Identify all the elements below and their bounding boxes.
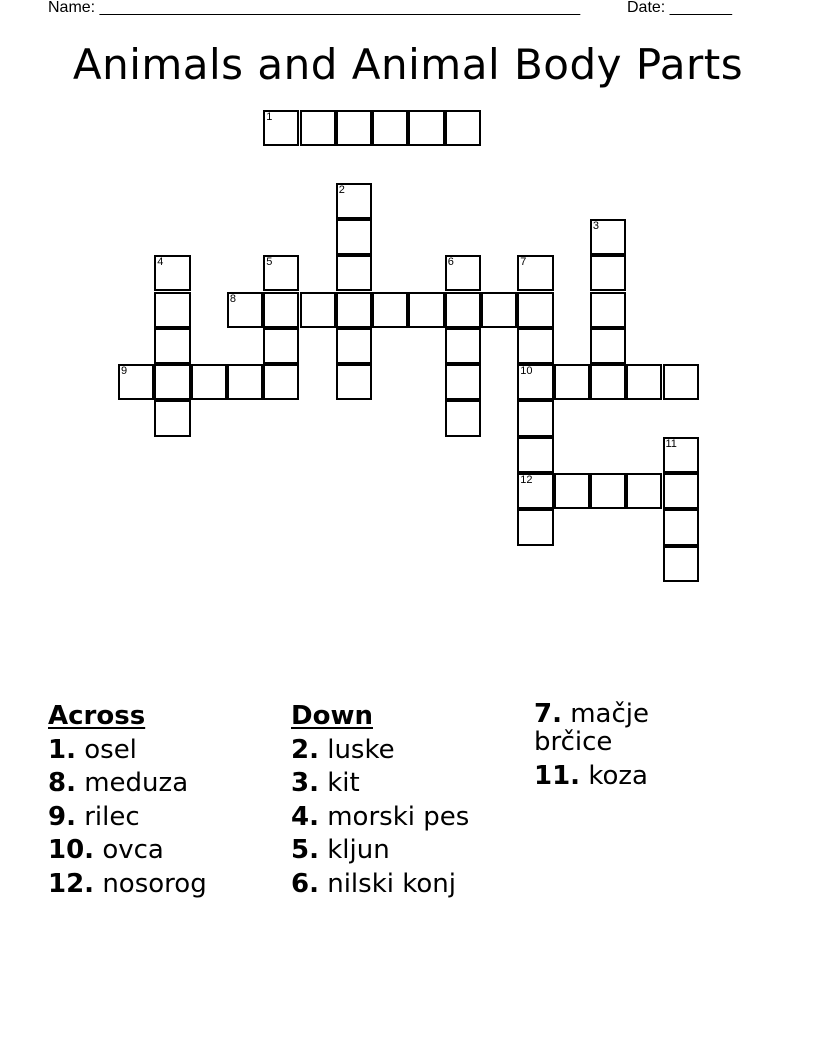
across-heading: Across	[48, 701, 146, 731]
clue-number-label: 10	[520, 365, 533, 378]
crossword-cell[interactable]	[517, 509, 553, 545]
clue-number-label: 1	[266, 111, 273, 123]
crossword-cell[interactable]	[263, 292, 299, 328]
crossword-cell[interactable]	[154, 364, 190, 400]
crossword-cell[interactable]	[336, 183, 372, 219]
crossword-cell[interactable]	[336, 292, 372, 328]
crossword-cell[interactable]	[445, 364, 481, 400]
crossword-cell[interactable]	[263, 110, 299, 146]
clue-text: koza	[588, 761, 648, 791]
clue-number: 5.	[291, 835, 319, 865]
page-title: Animals and Animal Body Parts	[72, 40, 744, 89]
crossword-cell[interactable]	[554, 364, 590, 400]
crossword-cell[interactable]	[445, 255, 481, 291]
clue-text: nilski konj	[327, 868, 456, 899]
crossword-cell[interactable]	[590, 364, 626, 400]
clue-number-label: 12	[520, 474, 533, 486]
crossword-cell[interactable]	[408, 110, 444, 146]
clue-number: 3.	[291, 768, 319, 798]
across-clue	[48, 868, 278, 902]
crossword-cell[interactable]	[336, 255, 372, 291]
crossword-cell[interactable]	[517, 292, 553, 328]
name-field-line: Name: ______________________________________________________	[48, 0, 581, 16]
crossword-cell[interactable]	[336, 110, 372, 146]
crossword-cell[interactable]	[517, 328, 553, 364]
crossword-cell[interactable]	[118, 364, 154, 400]
clue-number-label: 2	[338, 183, 345, 196]
down-clue	[291, 834, 526, 868]
down-clue	[291, 868, 526, 902]
down-clue	[534, 700, 714, 756]
clue-number: 8.	[48, 768, 76, 798]
clue-text: mačje brčice	[534, 699, 650, 757]
crossword-cell[interactable]	[227, 292, 263, 328]
clue-number-label: 5	[266, 256, 273, 269]
crossword-cell[interactable]	[227, 364, 263, 400]
down-clue	[534, 762, 714, 790]
clue-number: 10.	[48, 835, 95, 865]
crossword-cell[interactable]	[154, 292, 190, 328]
down-clue	[291, 801, 526, 835]
across-clue	[48, 834, 278, 868]
crossword-cell[interactable]	[663, 546, 699, 582]
clue-number: 9.	[48, 801, 76, 832]
clue-text: rilec	[84, 801, 140, 832]
across-clues	[48, 700, 278, 901]
crossword-cell[interactable]	[154, 400, 190, 436]
date-field-line: Date: _______	[627, 0, 732, 16]
crossword-cell[interactable]	[663, 437, 699, 473]
clue-number: 11.	[534, 761, 581, 791]
crossword-cell[interactable]	[445, 292, 481, 328]
crossword-cell[interactable]	[445, 110, 481, 146]
crossword-cell[interactable]	[517, 437, 553, 473]
crossword-cell[interactable]	[336, 364, 372, 400]
clue-text: luske	[327, 734, 395, 765]
crossword-cell[interactable]	[663, 364, 699, 400]
crossword-cell[interactable]	[590, 255, 626, 291]
clue-text: nosorog	[102, 868, 207, 899]
crossword-cell[interactable]	[626, 364, 662, 400]
crossword-cell[interactable]	[517, 364, 553, 400]
crossword-cell[interactable]	[663, 509, 699, 545]
clue-number: 2.	[291, 734, 319, 765]
crossword-cell[interactable]	[263, 364, 299, 400]
crossword-cell[interactable]	[408, 292, 444, 328]
across-clue	[48, 767, 278, 801]
down-clue	[291, 767, 526, 801]
crossword-cell[interactable]	[590, 328, 626, 364]
clue-number-label: 3	[592, 219, 600, 232]
across-clue	[48, 734, 278, 768]
crossword-cell[interactable]	[554, 473, 590, 509]
down-heading: Down	[291, 701, 373, 731]
clue-text: osel	[84, 734, 137, 765]
clue-text: ovca	[102, 835, 164, 865]
clue-number: 4.	[291, 801, 319, 832]
clue-number-label: 4	[157, 256, 164, 269]
crossword-cell[interactable]	[300, 292, 336, 328]
crossword-cell[interactable]	[263, 255, 299, 291]
crossword-cell[interactable]	[372, 110, 408, 146]
crossword-cell[interactable]	[372, 292, 408, 328]
crossword-cell[interactable]	[517, 400, 553, 436]
down-clues	[291, 700, 526, 901]
clue-number: 7.	[534, 699, 562, 729]
crossword-cell[interactable]	[191, 364, 227, 400]
clue-text: kljun	[327, 835, 390, 865]
clue-number: 6.	[291, 868, 319, 899]
clue-number: 12.	[48, 868, 95, 899]
clue-number-label: 11	[665, 437, 677, 450]
crossword-cell[interactable]	[590, 292, 626, 328]
crossword-cell[interactable]	[154, 255, 190, 291]
crossword-cell[interactable]	[481, 292, 517, 328]
crossword-cell[interactable]	[336, 328, 372, 364]
crossword-cell[interactable]	[626, 473, 662, 509]
crossword-cell[interactable]	[517, 473, 553, 509]
crossword-cell[interactable]	[663, 473, 699, 509]
clue-number-label: 6	[447, 256, 454, 269]
clue-number-label: 9	[121, 365, 128, 378]
clue-number-label: 8	[229, 292, 237, 305]
crossword-cell[interactable]	[590, 473, 626, 509]
clue-text: kit	[327, 768, 360, 798]
clue-text: morski pes	[327, 801, 470, 832]
clue-number-label: 7	[520, 256, 527, 269]
across-clue	[48, 801, 278, 835]
crossword-cell[interactable]	[263, 328, 299, 364]
crossword-cell[interactable]	[154, 328, 190, 364]
crossword-cell[interactable]	[590, 219, 626, 255]
crossword-cell[interactable]	[300, 110, 336, 146]
clue-number: 1.	[48, 734, 76, 765]
crossword-cell[interactable]	[445, 400, 481, 436]
down-clues-continued	[534, 700, 714, 796]
crossword-cell[interactable]	[445, 328, 481, 364]
down-clue	[291, 734, 526, 768]
crossword-cell[interactable]	[336, 219, 372, 255]
crossword-cell[interactable]	[517, 255, 553, 291]
clue-text: meduza	[84, 768, 189, 798]
